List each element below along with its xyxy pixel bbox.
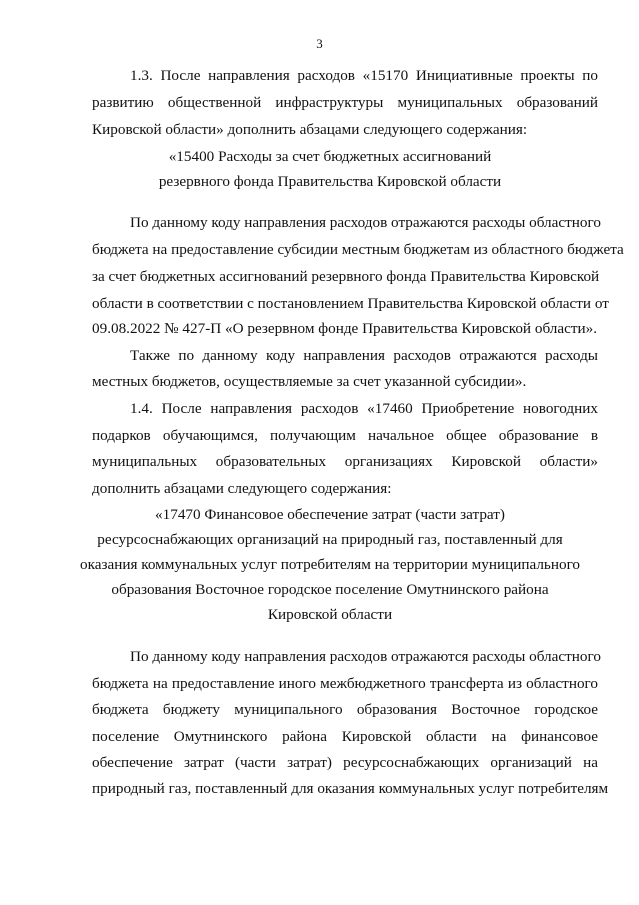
code-heading-17470: образования Восточное городское поселение Омутнинского района xyxy=(111,581,549,598)
paragraph-line: природный газ, поставленный для оказания коммунальных услуг потребителям xyxy=(92,780,609,797)
section-1-4-line: 1.4. После направления расходов «17460 Приобретение новогодних xyxy=(130,400,598,417)
paragraph-line: области в соответствии с постановлением Правительства Кировской области от xyxy=(92,295,609,312)
section-1-3-line: 1.3. После направления расходов «15170 Инициативные проекты по xyxy=(130,67,598,84)
section-1-4-line: муниципальных образовательных организациях Кировской области» xyxy=(92,453,598,470)
section-1-4-line: подарков обучающимся, получающим начальное общее образование в xyxy=(92,427,598,444)
section-1-3-line: развитию общественной инфраструктуры муниципальных образований xyxy=(92,94,598,111)
paragraph-line: По данному коду направления расходов отражаются расходы областного xyxy=(130,214,601,231)
paragraph-line: бюджета на предоставление субсидии местным бюджетам из областного бюджета xyxy=(92,241,624,258)
paragraph-line: поселение Омутнинского района Кировской области на финансовое xyxy=(92,728,598,745)
paragraph-line: обеспечение затрат (части затрат) ресурсоснабжающих организаций на xyxy=(92,754,598,771)
paragraph-line: за счет бюджетных ассигнований резервного фонда Правительства Кировской xyxy=(92,268,600,285)
section-1-3-line: Кировской области» дополнить абзацами следующего содержания: xyxy=(92,121,528,138)
code-heading-17470: оказания коммунальных услуг потребителям на территории муниципального xyxy=(79,556,581,573)
paragraph-line: По данному коду направления расходов отражаются расходы областного xyxy=(130,648,601,665)
code-heading-17470: Кировской области xyxy=(267,606,393,623)
paragraph-line: Также по данному коду направления расходов отражаются расходы xyxy=(130,347,598,364)
paragraph-line: бюджета бюджету муниципального образования Восточное городское xyxy=(92,701,598,718)
paragraph-line: 09.08.2022 № 427-П «О резервном фонде Правительства Кировской области». xyxy=(92,320,598,337)
paragraph-line: бюджета на предоставление иного межбюджетного трансферта из областного xyxy=(92,675,598,692)
page-number: 3 xyxy=(316,36,323,51)
code-heading-17470: ресурсоснабжающих организаций на природный газ, поставленный для xyxy=(97,531,563,548)
code-heading-15400: «15400 Расходы за счет бюджетных ассигнований xyxy=(168,148,492,165)
paragraph-line: местных бюджетов, осуществляемые за счет указанной субсидии». xyxy=(92,373,527,390)
code-heading-17470: «17470 Финансовое обеспечение затрат (части затрат) xyxy=(155,506,505,523)
section-1-4-line: дополнить абзацами следующего содержания: xyxy=(92,480,392,497)
code-heading-15400: резервного фонда Правительства Кировской области xyxy=(158,173,502,190)
